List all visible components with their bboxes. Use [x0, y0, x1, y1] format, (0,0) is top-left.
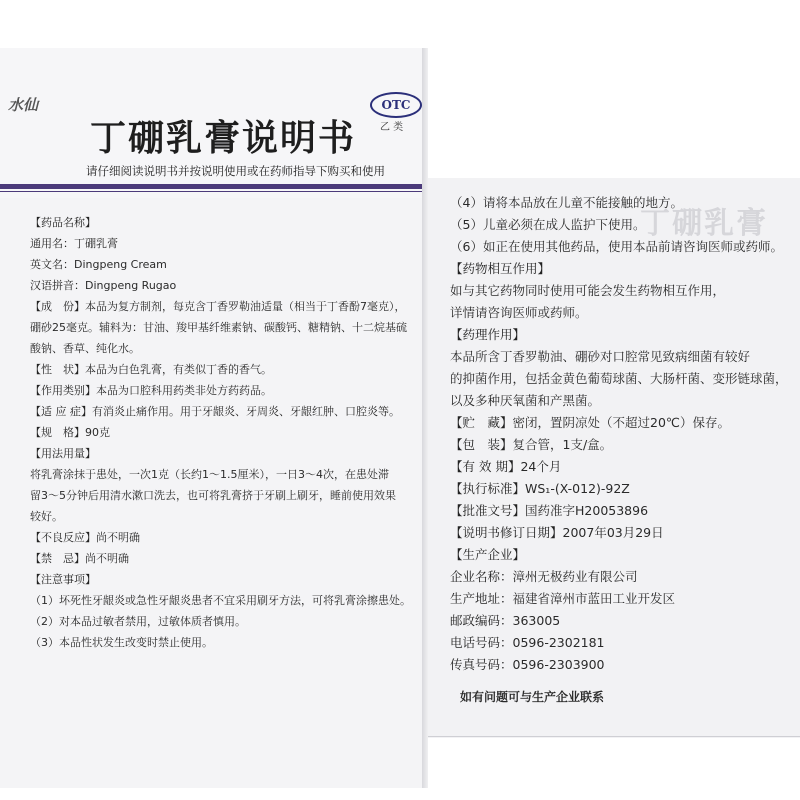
section-text: 本品为口腔科用药类非处方药药品。 [96, 384, 272, 397]
section-text: 详情请咨询医师或药师。 [450, 305, 588, 320]
section-text: 90克 [85, 426, 110, 439]
document-subtitle: 请仔细阅读说明书并按说明使用或在药师指导下购买和使用 [86, 164, 385, 178]
section-label: 【说明书修订日期】 [450, 525, 563, 540]
section-label: 【有 效 期】 [450, 459, 521, 474]
section-row [30, 422, 422, 443]
section-row [450, 346, 790, 368]
section-label: 【注意事项】 [30, 573, 96, 586]
section-row [30, 233, 422, 254]
section-row [450, 302, 790, 324]
section-row [30, 485, 422, 506]
section-text: （1）坏死性牙龈炎或急性牙龈炎患者不宜采用刷牙方法，可将乳膏涂擦患处。 [30, 594, 411, 607]
contact-note: 如有问题可与生产企业联系 [460, 690, 605, 704]
document-title: 丁硼乳膏说明书 [90, 118, 357, 159]
section-label: 【不良反应】 [30, 531, 96, 544]
section-label: 【药物相互作用】 [450, 261, 551, 276]
section-label: 【成 份】 [30, 300, 85, 313]
section-text: 2007年03月29日 [562, 525, 664, 540]
section-label: 通用名： [30, 237, 74, 250]
section-text: 复合管，1支/盒。 [512, 437, 613, 452]
section-label: 企业名称： [450, 569, 513, 584]
section-text: 漳州无极药业有限公司 [512, 569, 638, 584]
section-label: 生产地址： [450, 591, 513, 606]
section-text: 密闭，置阴凉处（不超过20℃）保存。 [512, 415, 730, 430]
right-column [450, 192, 790, 676]
section-row [450, 192, 790, 214]
section-text: 福建省漳州市蓝田工业开发区 [512, 591, 676, 606]
section-text: Dingpeng Cream [74, 258, 167, 271]
section-row [30, 632, 422, 653]
section-text: 363005 [512, 613, 561, 628]
section-row [450, 214, 790, 236]
section-label: 电话号码： [450, 635, 513, 650]
section-text: 酸钠、香草、纯化水。 [30, 342, 140, 355]
section-row [450, 544, 790, 566]
section-label: 【用法用量】 [30, 447, 96, 460]
section-text: 如与其它药物同时使用可能会发生药物相互作用， [450, 283, 726, 298]
section-text: 本品为复方制剂，每克含丁香罗勒油适量（相当于丁香酚7毫克）， [85, 300, 406, 313]
section-text: 的抑菌作用，包括金黄色葡萄球菌、大肠杆菌、变形链球菌， [450, 371, 788, 386]
section-row [450, 588, 790, 610]
section-text: （6）如正在使用其他药品，使用本品前请咨询医师或药师。 [450, 239, 783, 254]
section-row [30, 569, 422, 590]
section-text: （5）儿童必须在成人监护下使用。 [450, 217, 646, 232]
section-text: 丁硼乳膏 [74, 237, 118, 250]
section-label: 【执行标准】 [450, 481, 526, 496]
section-text: 硼砂25毫克。辅料为：甘油、羧甲基纤维素钠、碳酸钙、糖精钠、十二烷基硫 [30, 321, 407, 334]
section-row [450, 368, 790, 390]
section-row [30, 401, 422, 422]
section-row [30, 254, 422, 275]
left-column [30, 212, 422, 653]
section-label: 【包 装】 [450, 437, 513, 452]
section-text: 24个月 [520, 459, 562, 474]
section-text: 较好。 [30, 510, 63, 523]
section-row [30, 548, 422, 569]
section-text: （2）对本品过敏者禁用，过敏体质者慎用。 [30, 615, 246, 628]
section-row [30, 317, 422, 338]
otc-badge: OTC [370, 92, 422, 118]
section-text: 0596-2302181 [512, 635, 605, 650]
section-row [30, 212, 422, 233]
section-row [450, 324, 790, 346]
otc-class-label: 乙 类 [380, 122, 404, 133]
section-label: 【批准文号】 [450, 503, 526, 518]
section-text: 尚不明确 [85, 552, 129, 565]
section-label: 【性 状】 [30, 363, 85, 376]
section-row [450, 610, 790, 632]
section-row [30, 296, 422, 317]
section-row [450, 478, 790, 500]
section-label: 【禁 忌】 [30, 552, 85, 565]
section-row [450, 434, 790, 456]
bottom-divider [428, 736, 800, 737]
section-text: 0596-2303900 [512, 657, 605, 672]
section-row [30, 611, 422, 632]
section-row [30, 359, 422, 380]
section-label: 【药品名称】 [30, 216, 96, 229]
section-row [450, 258, 790, 280]
page-fold-shadow [422, 48, 428, 788]
section-row [450, 654, 790, 676]
section-row [450, 280, 790, 302]
section-row [450, 456, 790, 478]
section-row [450, 412, 790, 434]
section-label: 邮政编码： [450, 613, 513, 628]
section-text: 以及多种厌氧菌和产黑菌。 [450, 393, 601, 408]
section-text: （3）本品性状发生改变时禁止使用。 [30, 636, 213, 649]
section-row [30, 380, 422, 401]
section-row [450, 390, 790, 412]
section-row [30, 275, 422, 296]
section-label: 【生产企业】 [450, 547, 526, 562]
header-divider [0, 184, 422, 189]
section-text: 本品为白色乳膏，有类似丁香的香气。 [85, 363, 272, 376]
section-row [30, 443, 422, 464]
section-label: 【药理作用】 [450, 327, 526, 342]
header-divider-thin [0, 191, 422, 192]
section-text: 国药准字H20053896 [525, 503, 649, 518]
section-text: 本品所含丁香罗勒油、硼砂对口腔常见致病细菌有较好 [450, 349, 751, 364]
section-text: 将乳膏涂抹于患处，一次1克（长约1～1.5厘米），一日3～4次，在患处滞 [30, 468, 389, 481]
section-text: 有消炎止痛作用。用于牙龈炎、牙周炎、牙龈红肿、口腔炎等。 [92, 405, 400, 418]
section-text: 尚不明确 [96, 531, 140, 544]
section-row [30, 464, 422, 485]
section-row [30, 590, 422, 611]
section-text: Dingpeng Rugao [85, 279, 177, 292]
section-label: 【作用类别】 [30, 384, 96, 397]
section-label: 【规 格】 [30, 426, 85, 439]
section-row [450, 522, 790, 544]
section-row [450, 632, 790, 654]
section-text: WS₁-(X-012)-92Z [525, 481, 630, 496]
brand-logo: 水仙 [8, 96, 39, 114]
section-row [450, 566, 790, 588]
section-row [30, 506, 422, 527]
section-label: 汉语拼音： [30, 279, 85, 292]
section-row [450, 500, 790, 522]
section-text: （4）请将本品放在儿童不能接触的地方。 [450, 195, 683, 210]
section-text: 留3～5分钟后用清水漱口洗去，也可将乳膏挤于牙刷上刷牙，睡前使用效果 [30, 489, 396, 502]
section-label: 【适 应 症】 [30, 405, 92, 418]
section-row [450, 236, 790, 258]
section-row [30, 338, 422, 359]
section-label: 英文名： [30, 258, 74, 271]
section-label: 传真号码： [450, 657, 513, 672]
section-label: 【贮 藏】 [450, 415, 513, 430]
ghost-title: 丁硼乳膏 [640, 206, 768, 241]
section-row [30, 527, 422, 548]
